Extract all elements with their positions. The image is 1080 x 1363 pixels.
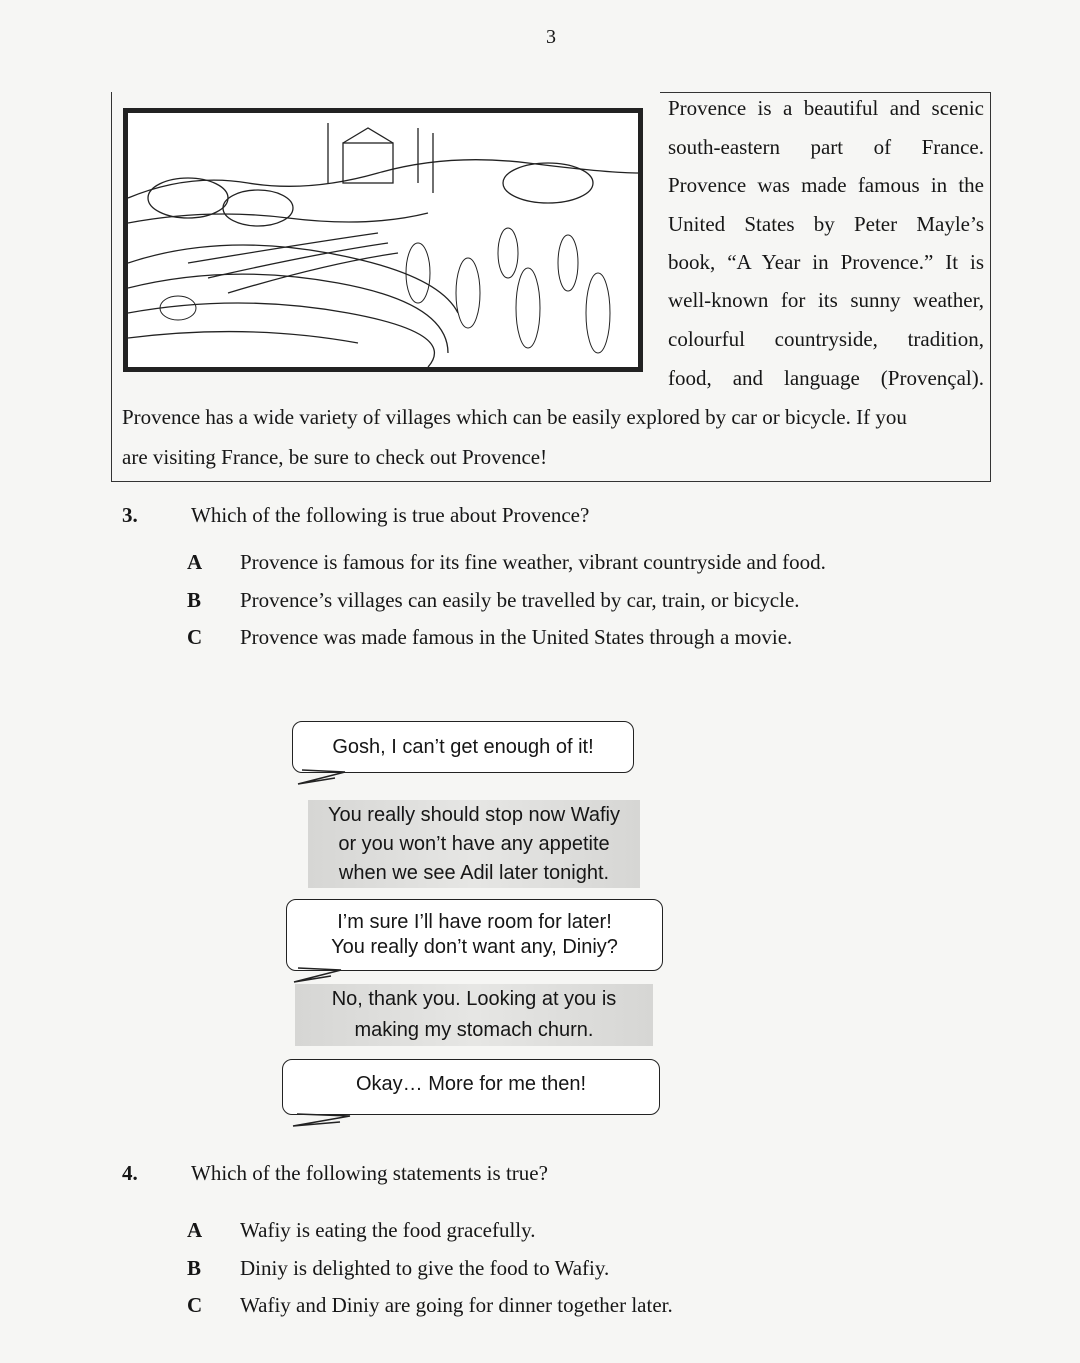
option-text[interactable]: Provence’s villages can easily be travelled by car, train, or bicycle. [240, 588, 800, 612]
question-number: 3. [122, 503, 138, 527]
option-text[interactable]: Wafiy and Diniy are going for dinner together later. [240, 1293, 673, 1317]
speech-bubble-wafiy [286, 899, 663, 971]
speech-bubble-wafiy [292, 721, 634, 773]
passage-line: Provence has a wide variety of villages which can be easily explored by car or bicycle. If you [122, 405, 907, 429]
option-letter[interactable]: A [187, 1218, 203, 1242]
option-letter[interactable]: B [187, 1256, 202, 1280]
passage-line: Provence is a beautiful and scenic [668, 96, 984, 120]
passage-line: colourful countryside, tradition, [668, 327, 984, 351]
passage-line: book, “A Year in Provence.” It is [668, 250, 984, 274]
provence-landscape-illustration [123, 108, 643, 372]
passage-line: Provence was made famous in the [668, 173, 984, 197]
option-letter[interactable]: C [187, 1293, 203, 1317]
bubble-text: when we see Adil later tonight. [338, 861, 610, 884]
passage-line: well-known for its sunny weather, [668, 288, 984, 312]
option-letter[interactable]: C [187, 625, 203, 649]
speech-box-diniy [308, 800, 640, 888]
passage-line: south-eastern part of France. [668, 135, 984, 159]
option-text[interactable]: Provence was made famous in the United States through a movie. [240, 625, 793, 649]
option-letter[interactable]: A [187, 550, 203, 574]
speech-box-diniy [295, 984, 653, 1046]
bubble-text: or you won’t have any appetite [338, 832, 610, 855]
option-text[interactable]: Diniy is delighted to give the food to Wafiy. [240, 1256, 610, 1280]
divider [660, 92, 990, 93]
bubble-text: You really should stop now Wafiy [327, 803, 620, 826]
bubble-text: You really don’t want any, Diniy? [331, 936, 618, 958]
option-text[interactable]: Provence is famous for its fine weather, vibrant countryside and food. [240, 550, 826, 574]
bubble-text: No, thank you. Looking at you is [331, 988, 617, 1010]
question-text: Which of the following statements is true? [191, 1161, 548, 1185]
speech-tail-icon [285, 1112, 365, 1132]
speech-tail-icon [290, 768, 360, 788]
option-text[interactable]: Wafiy is eating the food gracefully. [240, 1218, 536, 1242]
bubble-text: Gosh, I can’t get enough of it! [332, 735, 594, 758]
speech-tail-icon [286, 966, 356, 986]
page-number: 3 [546, 26, 556, 48]
bubble-text: Okay… More for me then! [355, 1073, 587, 1095]
passage-line: are visiting France, be sure to check out Provence! [122, 445, 548, 469]
bubble-text: making my stomach churn. [354, 1019, 594, 1041]
question-text: Which of the following is true about Provence? [191, 503, 590, 527]
bubble-text: I’m sure I’ll have room for later! [337, 911, 612, 933]
speech-bubble-wafiy [282, 1059, 660, 1115]
landscape-sketch-icon [128, 113, 638, 367]
passage-line: United States by Peter Mayle’s [668, 212, 984, 236]
option-letter[interactable]: B [187, 588, 202, 612]
passage-line: food, and language (Provençal). [668, 366, 984, 390]
question-number: 4. [122, 1161, 138, 1185]
